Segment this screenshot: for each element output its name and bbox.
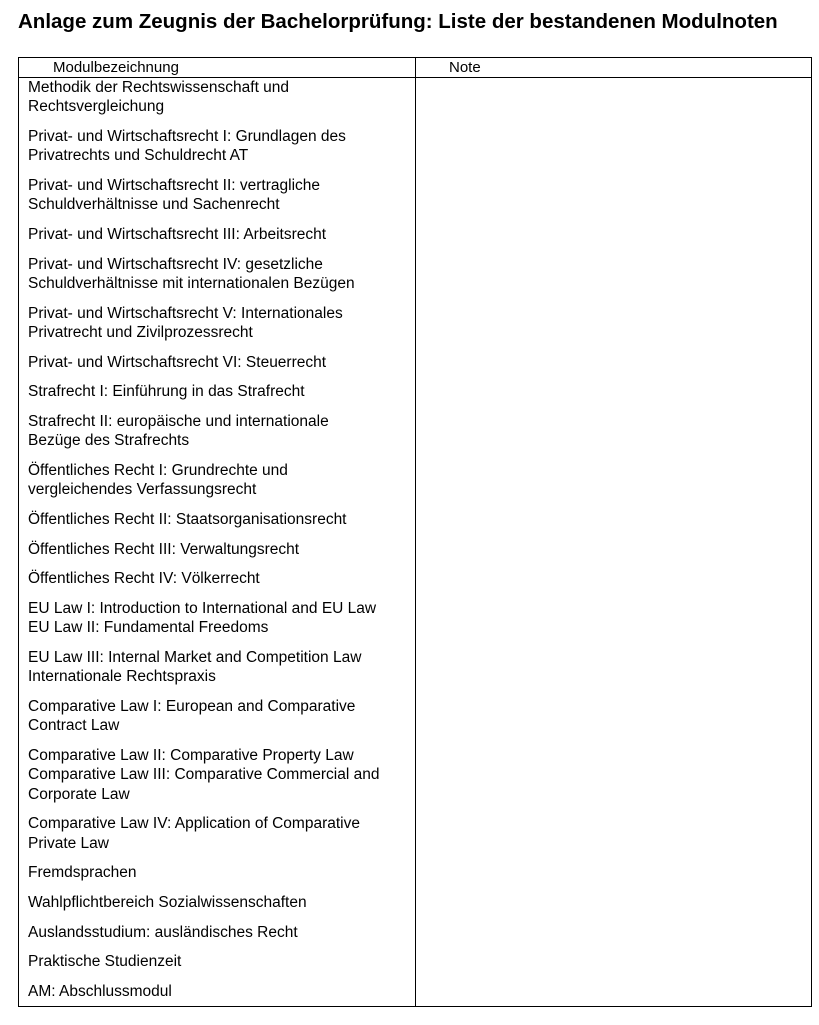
module-item: EU Law III: Internal Market and Competition Law Internationale Rechtspraxis bbox=[28, 649, 362, 686]
module-item: Öffentliches Recht I: Grundrechte und vergleichendes Verfassungsrecht bbox=[28, 461, 288, 499]
module-item: Privat- und Wirtschaftsrecht V: Internationales Privatrecht und Zivilprozessrecht bbox=[28, 304, 343, 341]
module-item: Comparative Law IV: Application of Comparative Private Law bbox=[28, 815, 360, 852]
module-item: Öffentliches Recht III: Verwaltungsrecht bbox=[28, 540, 300, 558]
grade-column-cells bbox=[416, 78, 811, 1006]
page-title: Anlage zum Zeugnis der Bachelorprüfung: Liste der bestandenen Modulnoten bbox=[18, 10, 778, 33]
module-item: Auslandsstudium: ausländisches Recht bbox=[28, 923, 298, 941]
module-item: Praktische Studienzeit bbox=[28, 953, 182, 971]
module-item: Comparative Law II: Comparative Property Law Comparative Law III: Comparative Commercial and Corporate Law bbox=[28, 746, 380, 803]
module-item: Strafrecht II: europäische und internationale Bezüge des Strafrechts bbox=[28, 412, 329, 450]
module-item: Privat- und Wirtschaftsrecht VI: Steuerrecht bbox=[28, 353, 327, 371]
column-header-grade: Note bbox=[449, 59, 481, 76]
module-list bbox=[28, 78, 413, 1001]
module-grades-table bbox=[18, 57, 812, 1007]
module-item: AM: Abschlussmodul bbox=[28, 982, 172, 1000]
module-item: Privat- und Wirtschaftsrecht II: vertragliche Schuldverhältnisse und Sachenrecht bbox=[28, 176, 321, 214]
module-item: Privat- und Wirtschaftsrecht I: Grundlagen des Privatrechts und Schuldrecht AT bbox=[28, 127, 346, 165]
module-item: Methodik der Rechtswissenschaft und Rechtsvergleichung bbox=[28, 79, 290, 116]
module-item: Öffentliches Recht IV: Völkerrecht bbox=[28, 570, 260, 588]
module-item: Comparative Law I: European and Comparative Contract Law bbox=[28, 697, 356, 735]
module-item: Fremdsprachen bbox=[28, 864, 137, 882]
column-header-module: Modulbezeichnung bbox=[53, 59, 179, 76]
module-item: Privat- und Wirtschaftsrecht IV: gesetzliche Schuldverhältnisse mit internationalen Bezügen bbox=[28, 255, 355, 292]
module-item: Strafrecht I: Einführung in das Strafrecht bbox=[28, 383, 305, 401]
module-item: Privat- und Wirtschaftsrecht III: Arbeitsrecht bbox=[28, 225, 327, 243]
module-item: Wahlpflichtbereich Sozialwissenschaften bbox=[28, 893, 307, 911]
module-item: EU Law I: Introduction to International and EU Law EU Law II: Fundamental Freedoms bbox=[28, 600, 377, 637]
module-item: Öffentliches Recht II: Staatsorganisationsrecht bbox=[28, 510, 347, 528]
